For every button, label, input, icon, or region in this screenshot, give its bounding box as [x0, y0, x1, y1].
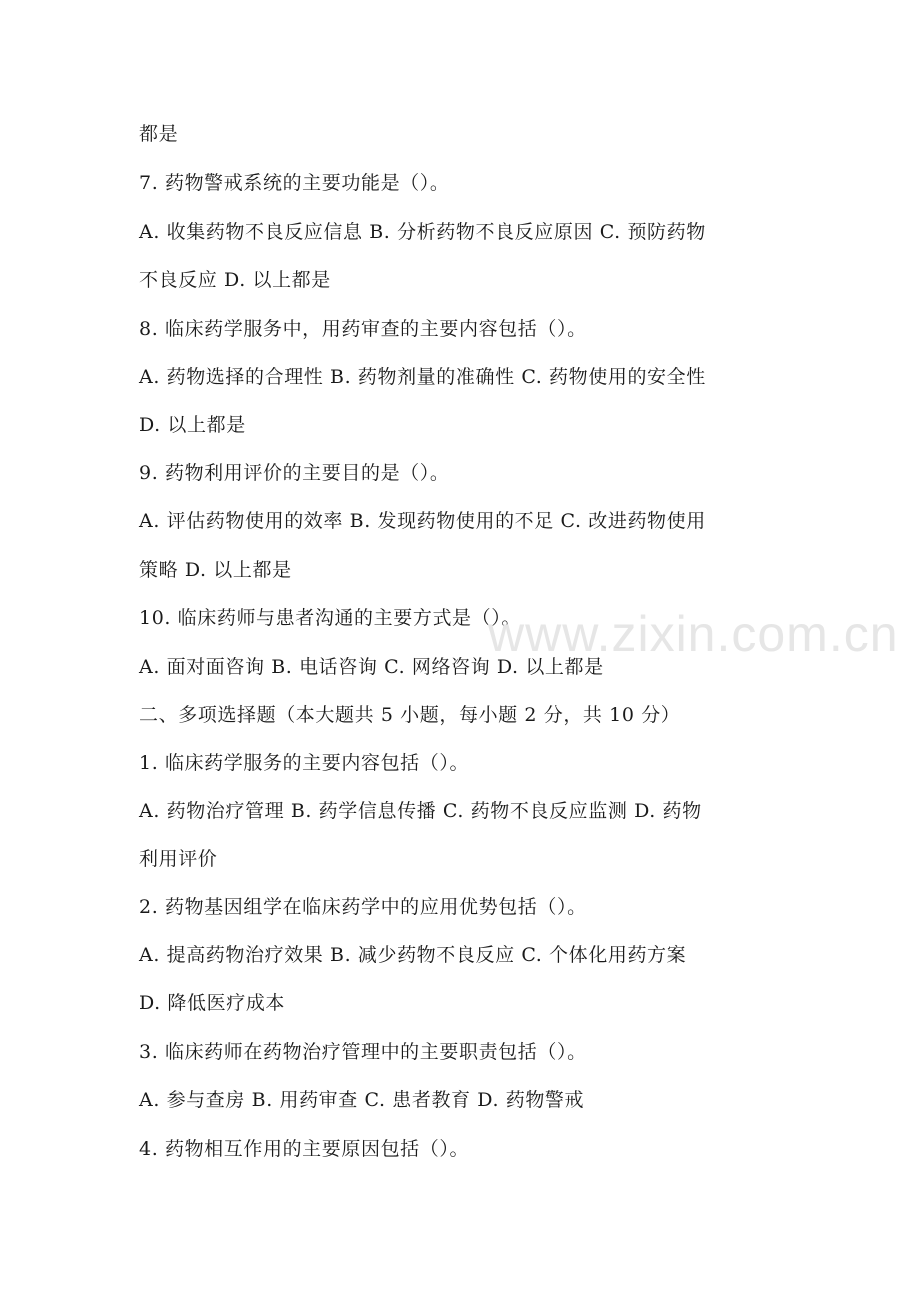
mc-question-2-options-cont: D. 降低医疗成本	[139, 992, 286, 1014]
question-8-options: A. 药物选择的合理性 B. 药物剂量的准确性 C. 药物使用的安全性	[139, 366, 706, 388]
question-8: 8. 临床药学服务中，用药审查的主要内容包括（）。	[139, 318, 587, 340]
question-8-options-cont: D. 以上都是	[139, 414, 246, 436]
watermark: www.zixin.com.cn	[488, 606, 899, 662]
question-10: 10. 临床药师与患者沟通的主要方式是（）。	[139, 607, 521, 629]
question-7-options-cont: 不良反应 D. 以上都是	[139, 269, 331, 291]
mc-question-4: 4. 药物相互作用的主要原因包括（）。	[139, 1138, 470, 1160]
question-9-options-cont: 策略 D. 以上都是	[139, 559, 292, 581]
mc-question-2-options: A. 提高药物治疗效果 B. 减少药物不良反应 C. 个体化用药方案	[139, 944, 687, 966]
question-7: 7. 药物警戒系统的主要功能是（）。	[139, 172, 450, 194]
mc-question-2: 2. 药物基因组学在临床药学中的应用优势包括（）。	[139, 896, 587, 918]
mc-question-1-options: A. 药物治疗管理 B. 药学信息传播 C. 药物不良反应监测 D. 药物	[139, 800, 702, 822]
mc-question-1: 1. 临床药学服务的主要内容包括（）。	[139, 752, 470, 774]
question-10-options: A. 面对面咨询 B. 电话咨询 C. 网络咨询 D. 以上都是	[139, 656, 604, 678]
mc-question-3-options: A. 参与查房 B. 用药审查 C. 患者教育 D. 药物警戒	[139, 1089, 585, 1111]
mc-question-1-options-cont: 利用评价	[139, 848, 218, 870]
section-heading-multiple-choice: 二、多项选择题（本大题共 5 小题，每小题 2 分，共 10 分）	[139, 704, 681, 726]
question-7-options: A. 收集药物不良反应信息 B. 分析药物不良反应原因 C. 预防药物	[139, 221, 706, 243]
question-9-options: A. 评估药物使用的效率 B. 发现药物使用的不足 C. 改进药物使用	[139, 510, 706, 532]
mc-question-3: 3. 临床药师在药物治疗管理中的主要职责包括（）。	[139, 1041, 587, 1063]
question-9: 9. 药物利用评价的主要目的是（）。	[139, 462, 450, 484]
text-line-1: 都是	[139, 123, 179, 145]
